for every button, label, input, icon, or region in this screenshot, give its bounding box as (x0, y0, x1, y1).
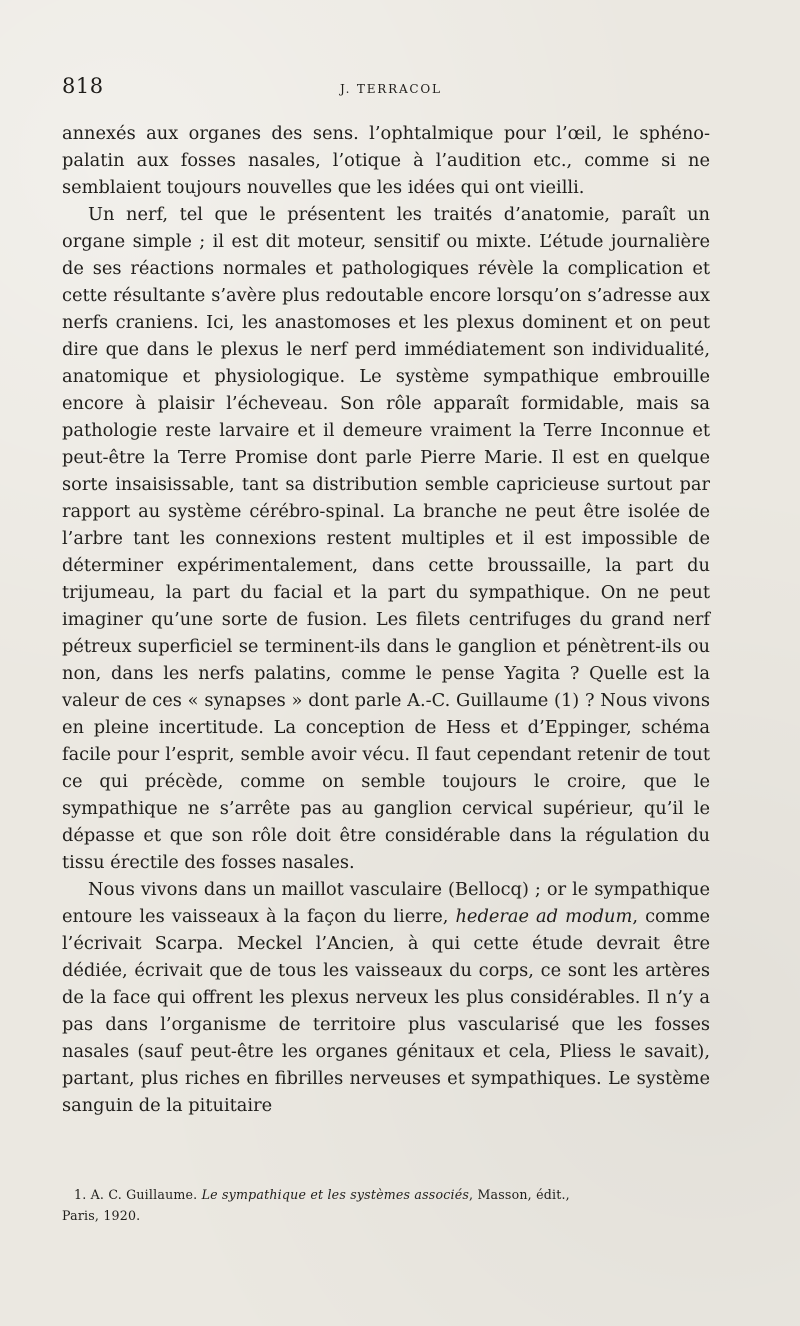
paragraph-3-text-b: , comme l’écrivait Scarpa. Meckel l’Ancien, à qui cette étude devrait être dédiée, écrivait que de tous les vaisseaux du corps, ce sont les artères de la face qui offrent les plexus nerveux les plus considérables. Il n’y a pas dans l’organisme de territoire plus vascularisé que les fosses nasales (sauf peut-être les organes génitaux et cela, Pliess le savait), partant, plus riches en fibrilles nerveuses et sympathiques. Le système sanguin de la pituitaire (62, 906, 710, 1116)
footnote-line-1 (62, 1184, 710, 1205)
body-text (62, 120, 710, 1119)
footnote (62, 1184, 710, 1226)
footnote-suffix: , Masson, édit., (469, 1187, 570, 1202)
page-number: 818 (62, 74, 104, 98)
footnote-place: Paris, 1920. (62, 1208, 141, 1223)
paragraph-1: annexés aux organes des sens. l’ophtalmique pour l’œil, le sphéno-palatin aux fosses nasales, l’otique à l’audition etc., comme si ne semblaient toujours nouvelles que les idées qui ont vieilli. (62, 123, 710, 198)
running-head: J. TERRACOL (340, 82, 442, 96)
page-header (62, 74, 712, 104)
footnote-title: Le sympathique et les systèmes associés (201, 1187, 470, 1202)
footnote-prefix: 1. A. C. Guillaume. (74, 1187, 202, 1202)
paragraph-3-text-a: Nous vivons dans un maillot vasculaire (Bellocq) ; or le sympathique entoure les vaisseaux à la façon du lierre, (62, 879, 710, 927)
paragraph-3 (62, 876, 710, 1119)
paragraph-2: Un nerf, tel que le présentent les traités d’anatomie, paraît un organe simple ; il est dit moteur, sensitif ou mixte. L’étude journalière de ses réactions normales et pathologiques révèle la complication et cette résultante s’avère plus redoutable encore lorsqu’on s’adresse aux nerfs craniens. Ici, les anastomoses et les plexus dominent et on peut dire que dans le plexus le nerf perd immédiatement son individualité, anatomique et physiologique. Le système sympathique embrouille encore à plaisir l’écheveau. Son rôle apparaît formidable, mais sa pathologie reste larvaire et il demeure vraiment la Terre Inconnue et peut-être la Terre Promise dont parle Pierre Marie. Il est en quelque sorte insaisissable, tant sa distribution semble capricieuse surtout par rapport au système cérébro-spinal. La branche ne peut être isolée de l’arbre tant les connexions restent multiples et il est impossible de déterminer expérimentalement, dans cette broussaille, la part du trijumeau, la part du facial et la part du sympathique. On ne peut imaginer qu’une sorte de fusion. Les filets centrifuges du grand nerf pétreux superficiel se terminent-ils dans le ganglion et pénètrent-ils ou non, dans les nerfs palatins, comme le pense Yagita ? Quelle est la valeur de ces « synapses » dont parle A.-C. Guillaume (1) ? Nous vivons en pleine incertitude. La conception de Hess et d’Eppinger, schéma facile pour l’esprit, semble avoir vécu. Il faut cependant retenir de tout ce qui précède, comme on semble toujours le croire, que le sympathique ne s’arrête pas au ganglion cervical supérieur, qu’il le dépasse et que son rôle doit être considérable dans la régulation du tissu érectile des fosses nasales. (62, 204, 710, 873)
latin-phrase: hederae ad modum (455, 906, 633, 927)
